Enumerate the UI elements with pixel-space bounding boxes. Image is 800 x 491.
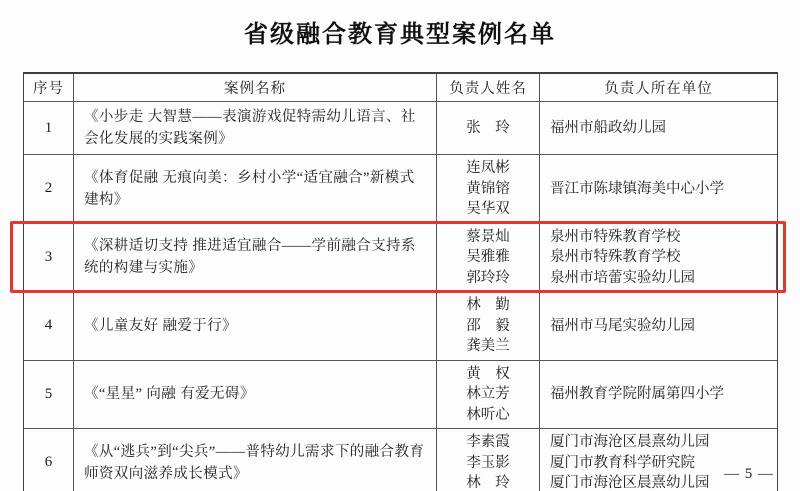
person-unit: 泉州市特殊教育学校: [550, 228, 681, 245]
person-names-cell: [437, 224, 540, 292]
case-name-cell: 《从“逃兵”到“尖兵”——普特幼儿需求下的融合教育师资双向滋养成长模式》: [74, 429, 437, 491]
row-number-cell: 6: [24, 429, 74, 491]
person-name: 林立芳: [466, 386, 510, 402]
person-name: 吴雅雅: [466, 249, 510, 265]
person-units-cell: [540, 224, 777, 292]
person-names-cell: [437, 155, 540, 223]
person-unit: 厦门市教育科学研究院: [550, 454, 695, 471]
case-name-cell: 《儿童友好 融爱于行》: [74, 292, 437, 360]
person-name: 邵 毅: [466, 317, 510, 334]
person-units-cell: [540, 155, 777, 223]
person-unit: 福州教育学院附属第四小学: [550, 386, 724, 402]
person-names-cell: [437, 102, 540, 154]
person-unit: 厦门市海沧区晨熹幼儿园: [550, 475, 710, 491]
person-unit: 福州市船政幼儿园: [550, 119, 666, 136]
case-name-cell: 《深耕适切支持 推进适宜融合——学前融合支持系统的构建与实施》: [74, 224, 437, 292]
header-cell-person-unit: 负责人所在单位: [604, 81, 713, 97]
cases-table: [23, 72, 778, 491]
table-header-row: [24, 74, 777, 102]
person-name: 黄锦镕: [466, 180, 510, 197]
case-name-cell: 《小步走 大智慧——表演游戏促特需幼儿语言、社会化发展的实践案例》: [74, 102, 437, 154]
header-cell-case-name: 案例名称: [74, 74, 437, 101]
person-unit: 泉州市培蕾实验幼儿园: [550, 269, 695, 286]
person-unit: 福州市马尾实验幼儿园: [550, 317, 695, 334]
row-number-cell: 4: [24, 292, 74, 360]
person-name: 黄 权: [466, 365, 510, 382]
person-name: 张 玲: [466, 119, 510, 136]
header-cell-person-name: 负责人姓名: [437, 74, 540, 101]
row-number-cell: 1: [24, 102, 74, 154]
case-name-cell: 《“星星” 向融 有爱无碍》: [74, 361, 437, 429]
person-name: 连凤彬: [466, 160, 510, 176]
header-cell-index: 序号: [24, 74, 74, 101]
row-number-cell: 2: [24, 155, 74, 223]
person-name: 林 玲: [466, 475, 510, 491]
person-name: 郭玲玲: [466, 269, 510, 286]
case-name-cell: 《体育促融 无痕向美：乡村小学“适宜融合”新模式建构》: [74, 155, 437, 223]
table-row: [24, 155, 777, 224]
table-row: [24, 361, 777, 430]
person-names-cell: [437, 292, 540, 360]
person-name: 李素霞: [466, 434, 510, 450]
table-row: [24, 429, 777, 491]
table-row: [24, 102, 777, 155]
table-row: [24, 224, 777, 293]
person-name: 蔡景灿: [466, 228, 510, 245]
person-names-cell: [437, 361, 540, 429]
page-number: — 5 —: [724, 466, 774, 482]
person-name: 李玉影: [466, 454, 510, 471]
person-names-cell: [437, 429, 540, 491]
table-row: [24, 292, 777, 361]
table-body: [24, 102, 777, 491]
person-name: 林 勤: [466, 297, 510, 313]
person-units-cell: [540, 292, 777, 360]
page-title: 省级融合教育典型案例名单: [244, 22, 556, 48]
person-name: 吴华双: [466, 201, 510, 217]
row-number-cell: 3: [24, 224, 74, 292]
person-unit: 晋江市陈埭镇海美中心小学: [550, 180, 724, 197]
person-units-cell: [540, 102, 777, 154]
person-unit: 泉州市特殊教育学校: [550, 249, 681, 265]
person-unit: 厦门市海沧区晨熹幼儿园: [550, 434, 710, 450]
person-units-cell: [540, 361, 777, 429]
person-name: 龚美兰: [466, 338, 510, 354]
person-name: 林听心: [466, 406, 510, 423]
row-number-cell: 5: [24, 361, 74, 429]
